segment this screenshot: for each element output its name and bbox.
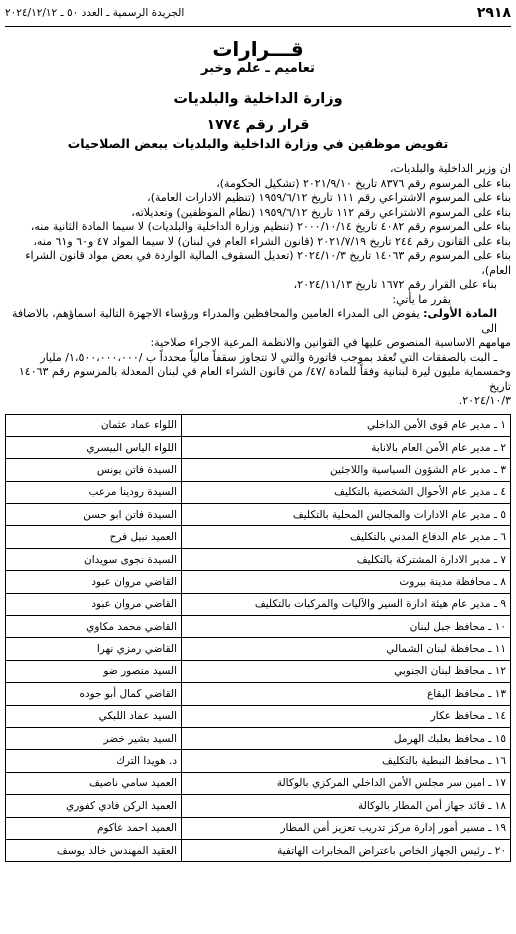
position-cell: ٧ ـ مدير الادارة المشتركة بالتكليف [182, 548, 511, 570]
table-row [6, 638, 511, 660]
position-cell: ٤ ـ مدير عام الأحوال الشخصية بالتكليف [182, 481, 511, 503]
article-text: يفوض الى المدراء العامين والمحافظين والمدراء ورؤساء الاجهزة التالية اسماؤهم، بالاضافة الى [12, 307, 497, 335]
table-row [6, 526, 511, 548]
table-row [6, 616, 511, 638]
preamble-line: بناء على المرسوم الاشتراعي رقم ١١٢ تاريخ ١٩٥٩/٦/١٢ (نظام الموظفين) وتعديلاته، [131, 205, 511, 219]
official-name-cell: السيد بشير خضر [6, 727, 182, 749]
table-row [6, 593, 511, 615]
position-cell: ١٣ ـ محافظ البقاع [182, 683, 511, 705]
table-row [6, 839, 511, 861]
official-name-cell: السيدة فاتن ابو حسن [6, 504, 182, 526]
table-row [6, 705, 511, 727]
position-cell: ١٩ ـ مسير أمور إدارة مركز تدريب تعزيز أمن المطار [182, 817, 511, 839]
article-line: ٢٠٢٤/١٠/٣. [458, 394, 511, 407]
position-cell: ٥ ـ مدير عام الادارات والمجالس المحلية بالتكليف [182, 504, 511, 526]
position-cell: ٣ ـ مدير عام الشؤون السياسية واللاجئين [182, 459, 511, 481]
section-subtitle: تعاميم ـ علم وخبر [201, 61, 315, 76]
article-label: المادة الأولى: [423, 307, 497, 320]
table-row [6, 683, 511, 705]
official-name-cell: القاضي رمزي نهرا [6, 638, 182, 660]
official-name-cell: العميد احمد عاكوم [6, 817, 182, 839]
table-row [6, 459, 511, 481]
table-row [6, 504, 511, 526]
position-cell: ١٠ ـ محافظ جبل لبنان [182, 616, 511, 638]
table-row [6, 727, 511, 749]
official-name-cell: السيد عماد اللبكي [6, 705, 182, 727]
article-line: وخمسماية مليون ليرة لبنانية وفقاً للمادة /٤٧/ من قانون الشراء العام في لبنان المعدلة بالمرسوم رقم ١٤٠٦٣ تاريخ [18, 365, 511, 393]
table-row [6, 772, 511, 794]
position-cell: ٢٠ ـ رئيس الجهاز الخاص باعتراض المخابرات الهاتفية [182, 839, 511, 861]
position-cell: ١٨ ـ قائد جهاز أمن المطار بالوكالة [182, 795, 511, 817]
official-name-cell: العميد نبيل فرح [6, 526, 182, 548]
official-name-cell: العميد سامي ناصيف [6, 772, 182, 794]
article-line: ـ البت بالصفقات التي تُعقد بموجب فاتورة والتي لا تتجاوز سقفاً مالياً محدداً ب /١،٥٠٠،٠٠٠،٠٠٠/ مليار [40, 350, 497, 364]
preamble-line: بناء على المرسوم رقم ٨٣٧٦ تاريخ ٢٠٢١/٩/١٠ (تشكيل الحكومة)، [216, 176, 511, 190]
official-name-cell: القاضي كمال أبو جوده [6, 683, 182, 705]
table-row [6, 660, 511, 682]
section-title: قـــرارات [212, 37, 304, 61]
decision-body [5, 162, 511, 409]
preamble-line: بناء على القانون رقم ٢٤٤ تاريخ ٢٠٢١/٧/١٩ (قانون الشراء العام في لبنان) لا سيما المواد ٤٧ و٦٠ و٦١ منه، [33, 234, 511, 248]
page-number: ٢٩١٨ [476, 5, 511, 21]
resolves-line: يقرر ما يأتي: [392, 292, 451, 306]
table-row [6, 436, 511, 458]
article-one [5, 307, 511, 336]
official-name-cell: العقيد المهندس خالد يوسف [6, 839, 182, 861]
running-header [5, 0, 511, 27]
official-name-cell: القاضي مروان عبود [6, 571, 182, 593]
position-cell: ١١ ـ محافظة لبنان الشمالي [182, 638, 511, 660]
official-name-cell: السيد منصور ضو [6, 660, 182, 682]
position-cell: ١ ـ مدير عام قوى الأمن الداخلي [182, 414, 511, 436]
official-name-cell: اللواء الياس البيسري [6, 436, 182, 458]
preamble-line: العام)، [481, 263, 511, 277]
position-cell: ٨ ـ محافظة مدينة بيروت [182, 571, 511, 593]
position-cell: ١٥ ـ محافظ بعلبك الهرمل [182, 727, 511, 749]
official-name-cell: السيدة رودينا مرعب [6, 481, 182, 503]
decision-title: قرار رقم ١٧٧٤ [206, 117, 310, 133]
position-cell: ٢ ـ مدير عام الأمن العام بالانابة [182, 436, 511, 458]
table-row [6, 414, 511, 436]
official-name-cell: العميد الركن فادي كفوري [6, 795, 182, 817]
position-cell: ١٧ ـ امين سر مجلس الأمن الداخلي المركزي بالوكالة [182, 772, 511, 794]
ministry-name: وزارة الداخلية والبلديات [173, 91, 343, 107]
table-row [6, 571, 511, 593]
official-name-cell: السيدة فاتن يونس [6, 459, 182, 481]
decision-topic: تفويض موظفين في وزارة الداخلية والبلديات ببعض الصلاحيات [67, 136, 449, 151]
position-cell: ٩ ـ مدير عام هيئة ادارة السير والآليات والمركبات بالتكليف [182, 593, 511, 615]
position-cell: ٦ ـ مدير عام الدفاع المدني بالتكليف [182, 526, 511, 548]
official-name-cell: اللواء عماد عثمان [6, 414, 182, 436]
official-name-cell: القاضي محمد مكاوي [6, 616, 182, 638]
preamble-line: بناء على المرسوم رقم ١٤٠٦٣ تاريخ ٢٠٢٤/١٠/٣ (تعديل السقوف المالية الواردة في بعض مواد قانون الشراء [25, 249, 511, 262]
official-name-cell: د. هويدا الترك [6, 750, 182, 772]
official-name-cell: القاضي مروان عبود [6, 593, 182, 615]
article-line: مهامهم الاساسية المنصوص عليها في القوانين والانظمة المرعية الاجراء صلاحية: [150, 336, 511, 349]
issue-info: الجريدة الرسمية ـ العدد ٥٠ ـ ٢٠٢٤/١٢/١٢ [5, 7, 185, 19]
table-row [6, 817, 511, 839]
table-row [6, 548, 511, 570]
table-row [6, 481, 511, 503]
official-name-cell: السيدة نجوى سويدان [6, 548, 182, 570]
position-cell: ١٢ ـ محافظ لبنان الجنوبي [182, 660, 511, 682]
preamble-line: بناء على المرسوم رقم ٤٠٨٢ تاريخ ٢٠٠٠/١٠/١٤ (تنظيم وزارة الداخلية والبلديات) لا سيما المادة الثانية منه، [30, 220, 511, 233]
delegates-table [5, 414, 511, 863]
table-row [6, 750, 511, 772]
position-cell: ١٦ ـ محافظ النبطية بالتكليف [182, 750, 511, 772]
table-row [6, 795, 511, 817]
preamble-line: بناء على المرسوم الاشتراعي رقم ١١١ تاريخ ١٩٥٩/٦/١٢ (تنظيم الادارات العامة)، [147, 191, 511, 204]
preamble-line: ان وزير الداخلية والبلديات، [389, 162, 511, 175]
position-cell: ١٤ ـ محافظ عكار [182, 705, 511, 727]
preamble-line: بناء على القرار رقم ١٦٧٢ تاريخ ٢٠٢٤/١١/١٣، [293, 278, 497, 291]
